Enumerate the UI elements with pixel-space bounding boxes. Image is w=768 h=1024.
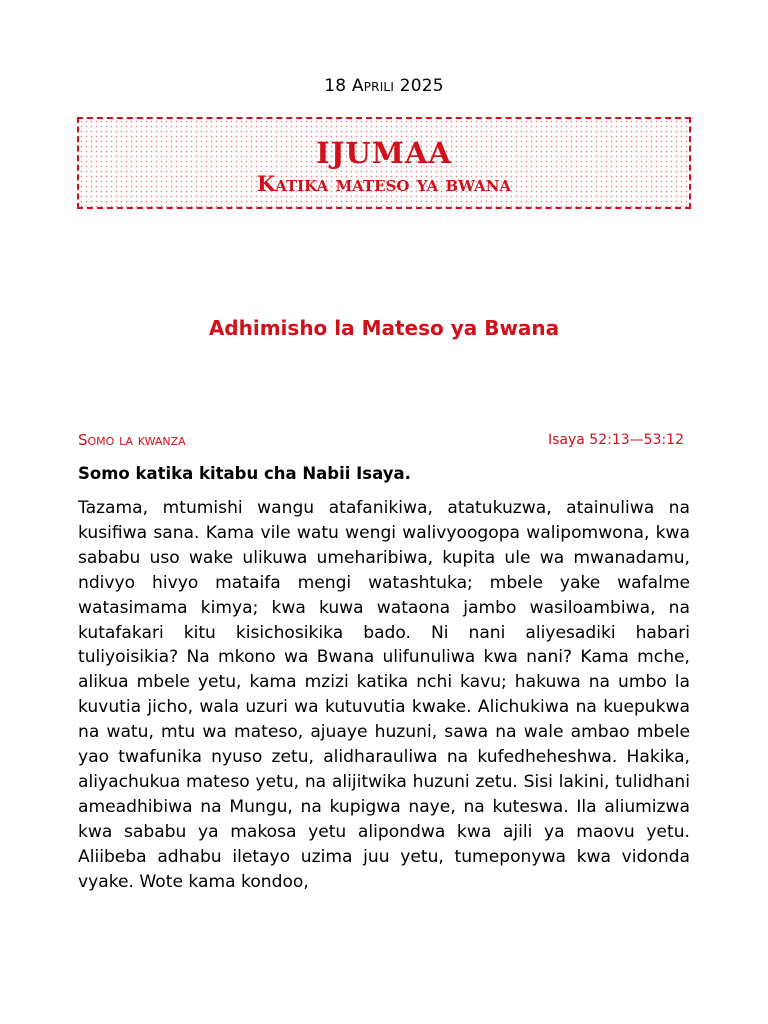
date-year: 2025	[399, 76, 444, 96]
reading-text: Tazama, mtumishi wangu atafanikiwa, atatukuzwa, atainuliwa na kusifiwa sana. Kama vile watu wengi walivyoogopa walipomwona, kwa sababu uso wake ulikuwa umeharibiwa, kupita ule wa mwanadamu, ndivyo hivyo mataifa mengi watashtuka; mbele yake wafalme watasimama kimya; kwa kuwa wataona jambo wasiloambiwa, na kutafakari kitu kisichosikika bado. Ni nani aliyesadiki habari tuliyoisikia? Na mkono wa Bwana ulifunuliwa kwa nani? Kama mche, alikua mbele yetu, kama mzizi katika nchi kavu; hakuwa na umbo la kuvutia jicho, wala uzuri wa kutuvutia kwake. Alichukiwa na kuepukwa na watu, mtu wa mateso, ajuaye huzuni, sawa na wale ambao mbele yao twafunika nyuso zetu, alidharauliwa na kufedheheshwa. Hakika, aliyachukua mateso yetu, na alijitwika huzuni zetu. Sisi lakini, tulidhani ameadhibiwa na Mungu, na kupigwa naye, na kuteswa. Ila aliumizwa kwa sababu ya makosa yetu alipondwa kwa ajili ya maovu yetu. Aliibeba adhabu iletayo uzima juu yetu, tumeponywa kwa vidonda vyake. Wote kama kondoo,	[78, 498, 690, 892]
celebration-heading: Adhimisho la Mateso ya Bwana	[208, 316, 560, 340]
reading-reference: Isaya 52:13—53:12	[547, 432, 684, 448]
date-month: Aprili	[351, 76, 395, 96]
reading-intro: Somo katika kitabu cha Nabii Isaya.	[78, 464, 411, 483]
day-subtitle: Katika mateso ya bwana	[256, 171, 512, 196]
date-day: 18	[324, 76, 347, 96]
date-line	[0, 76, 768, 96]
reading-header	[78, 431, 690, 451]
day-title: IJUMAA	[316, 136, 452, 170]
reading-label: Somo la kwanza	[78, 431, 186, 449]
title-box	[77, 117, 691, 209]
